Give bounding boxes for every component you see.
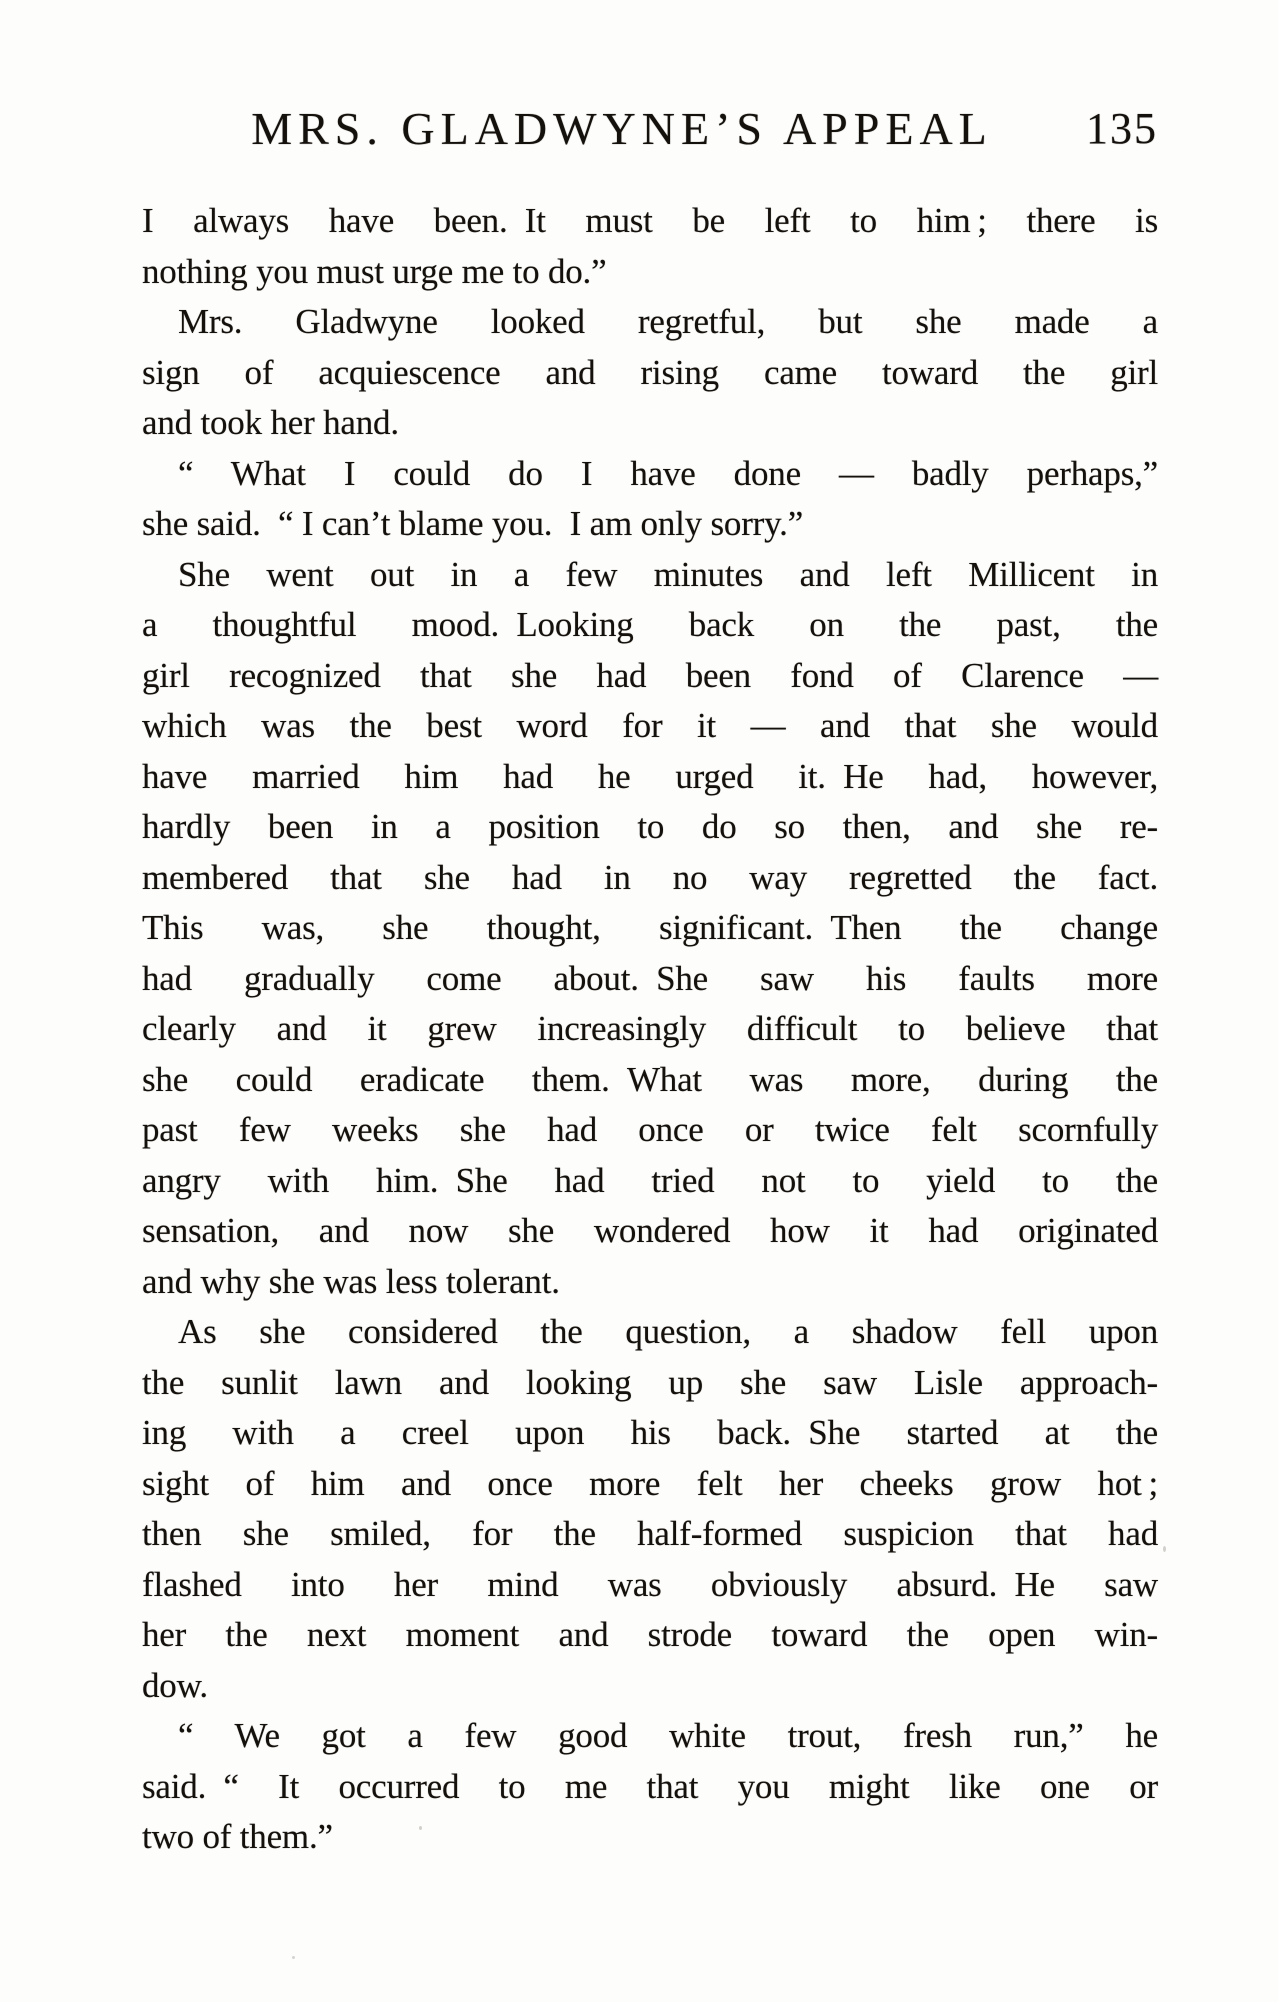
text-line: “ We got a few good white trout, fresh run,” he	[178, 1716, 1158, 1755]
text-line: Mrs. Gladwyne looked regretful, but she made a	[178, 302, 1158, 341]
text-line: dow.	[142, 1665, 208, 1705]
text-line: she said. “ I can’t blame you. I am only sorry.”	[142, 504, 804, 543]
text-line: sight of him and once more felt her cheeks grow hot ;	[142, 1463, 1158, 1503]
text-line: flashed into her mind was obviously absurd. He saw	[142, 1564, 1158, 1604]
text-line: This was, she thought, significant. Then the change	[142, 908, 1158, 947]
text-line: angry with him. She had tried not to yield to the	[142, 1160, 1158, 1200]
text-line: sensation, and now she wondered how it had originated	[142, 1211, 1158, 1250]
text-line: clearly and it grew increasingly difficult to believe that	[142, 1009, 1158, 1048]
text-line: which was the best word for it — and that she would	[142, 706, 1158, 745]
page-text	[142, 196, 1158, 1863]
text-line: and took her hand.	[142, 403, 399, 442]
text-line: nothing you must urge me to do.”	[142, 251, 607, 291]
text-line: she could eradicate them. What was more, during the	[142, 1059, 1158, 1099]
text-line: her the next moment and strode toward the open win-	[142, 1615, 1158, 1654]
text-line: She went out in a few minutes and left Millicent in	[178, 554, 1158, 594]
text-line: past few weeks she had once or twice felt scornfully	[142, 1110, 1158, 1149]
text-line: hardly been in a position to do so then, and she re-	[142, 807, 1158, 846]
scan-speck	[419, 1826, 422, 1830]
text-line: ing with a creel upon his back. She started at the	[142, 1413, 1158, 1452]
text-line: then she smiled, for the half-formed suspicion that had	[142, 1514, 1158, 1553]
text-line: the sunlit lawn and looking up she saw Lisle approach-	[142, 1362, 1158, 1402]
text-line: girl recognized that she had been fond of Clarence —	[142, 655, 1158, 695]
text-line: and why she was less tolerant.	[142, 1261, 560, 1301]
text-line: sign of acquiescence and rising came toward the girl	[142, 352, 1158, 392]
text-line: two of them.”	[142, 1817, 333, 1856]
text-line: a thoughtful mood. Looking back on the past, the	[142, 605, 1158, 644]
scan-speck	[292, 1956, 295, 1959]
text-line: said. “ It occurred to me that you might like one or	[142, 1766, 1158, 1806]
page-header	[142, 104, 1158, 156]
running-title: MRS. GLADWYNE’S APPEAL	[251, 103, 993, 154]
text-line: “ What I could do I have done — badly perhaps,”	[178, 453, 1158, 493]
page-number: 135	[1086, 104, 1158, 153]
text-line: membered that she had in no way regretted the fact.	[142, 857, 1158, 897]
text-line: had gradually come about. She saw his faults more	[142, 958, 1158, 998]
scan-speck	[1163, 1546, 1166, 1552]
text-line: As she considered the question, a shadow fell upon	[178, 1312, 1158, 1351]
text-line: have married him had he urged it. He had, however,	[142, 756, 1158, 796]
text-line: I always have been. It must be left to him ; there is	[142, 201, 1158, 240]
